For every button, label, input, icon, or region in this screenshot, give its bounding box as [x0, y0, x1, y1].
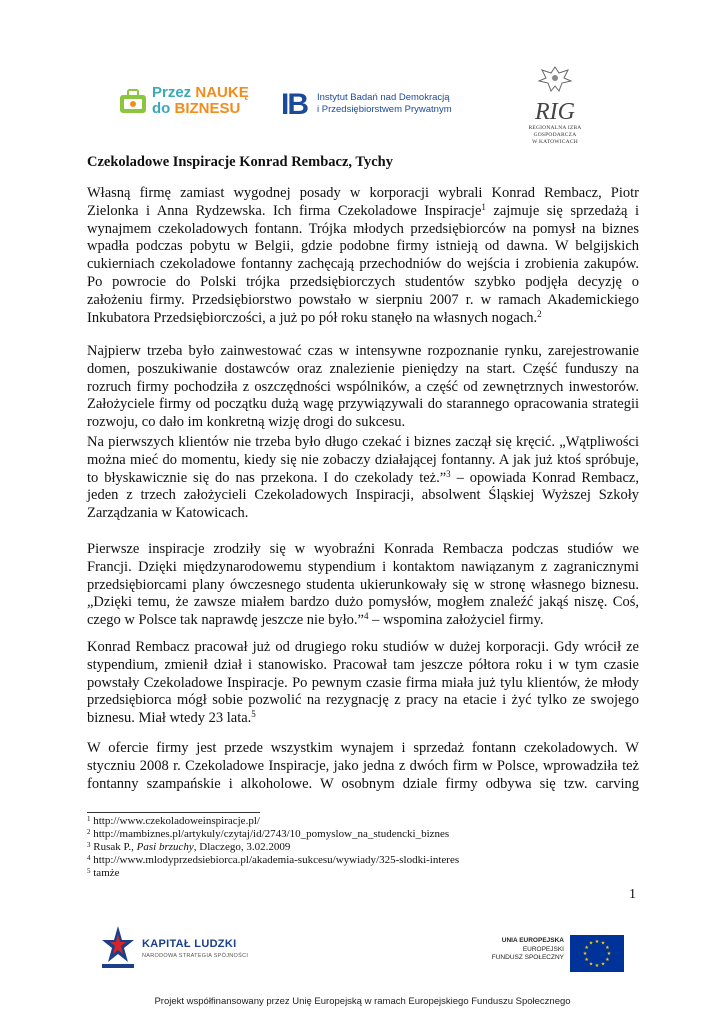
text-line: wpadła podczas pobytu w Belgii, gdzie podobne firmy istnieją od dawna. W belgijskich [87, 238, 639, 255]
svg-text:★: ★ [600, 940, 606, 947]
text-line: Najpierw trzeba było zainwestować czas w intensywne rozpoznanie rynku, zarejestrowanie [87, 343, 639, 359]
text-line: Na pierwszych klientów nie trzeba było długo czekać i biznes zaczął się kręcić. „Wątpliwości [87, 434, 639, 450]
footnote-separator [87, 812, 260, 813]
text-line: biznesu. Miał wtedy 23 lata.$^5$ [87, 709, 256, 727]
text-line: przedsiębiorca mógł sobie pozwolić na rezygnację z pracy na etacie i żyć tylko ze swojego [87, 692, 639, 709]
svg-text:★: ★ [588, 940, 594, 947]
logo-caption: REGIONALNA IZBA GOSPODARCZA [528, 125, 582, 138]
text-line: Konrad Rembacz pracował już od drugiego roku studiów w dużej korporacji. Gdy wrócił ze [87, 639, 639, 655]
text-line: to błyskawicznie się do nas przekona. I do czekolady też.”$^3$ – opowiada Konrad Rembacz, [87, 468, 639, 486]
briefcase-icon [118, 87, 148, 117]
eu-flag-icon [570, 935, 624, 972]
text-line: rozruch firmy pochodziła z oszczędności wspólników, a część od zewnętrznych inwestorów. [87, 378, 639, 395]
footnote: $^1$ http://www.czekoladoweinspiracje.pl/ [87, 815, 260, 827]
text-line: wynajmem czekoladowych fontann. Trójka młodych przedsiębiorców na pomysł na biznes [87, 220, 639, 237]
text-line: cukierniach czekoladowe fontanny zachęcają przechodniów do wejścia i zrobienia zakupów. [87, 256, 639, 273]
text-line: Inkubatora Przedsiębiorczości, a już po pół roku stanęło na własnych nogach.$^2$ [87, 308, 542, 326]
text-line: W ofercie firmy jest przede wszystkim wynajem i sprzedaż fontann czekoladowych. W [87, 740, 639, 756]
paragraph [87, 740, 639, 793]
text-line: można mieć do momentu, kiedy się nie zobaczy działającej fontanny. A jak już ktoś spróbuje, [87, 451, 639, 468]
text-line: Francji. Dzięki międzynarodowemu stypendium i kontaktom nawiązanym z zagranicznymi [87, 558, 639, 575]
footnote-ref: 4 [364, 611, 369, 622]
footnote-ref: 5 [251, 709, 256, 720]
text-line: przedsiębiorcami plany ówczesnego studenta ukierunkowały się w stronę własnego biznesu. [87, 576, 639, 593]
svg-text:★: ★ [605, 945, 610, 951]
svg-text:★: ★ [588, 961, 594, 968]
svg-text:★: ★ [582, 951, 588, 957]
text-line: założeniu firmy. Przedsiębiorstwo powstało w sierpniu 2007 r. w ramach Akademickiego [87, 291, 639, 308]
footnote-ref: 3 [446, 468, 451, 479]
rig-katowice-logo [512, 64, 598, 150]
logo-text: BIZNESU [174, 100, 241, 117]
ib-mark: IB [281, 88, 307, 121]
paragraph [87, 541, 639, 630]
paragraph [87, 343, 639, 432]
logo-text: do [152, 100, 175, 117]
text-line: Zielonka i Anna Rydzewska. Ich firma Czekoladowe Inspiracje$^1$ zajmuje się sprzedażą i [87, 201, 639, 219]
logo-text: EUROPEJSKI [522, 945, 564, 953]
document-title: Czekoladowe Inspiracje Konrad Rembacz, Tychy [87, 154, 393, 170]
footnote-ref: 1 [481, 201, 486, 212]
funding-note: Projekt współfinansowany przez Unię Europejską w ramach Europejskiego Funduszu Społecznego [154, 996, 571, 1007]
kapital-ludzki-logo [100, 924, 260, 974]
logo-text: NAUKĘ [195, 84, 249, 101]
text-line: „Dzięki temu, że zawsze miałem bardzo dużo pomysłów, mogłem znaleźć jakąś niszę. Coś, [87, 594, 639, 611]
paragraph [87, 434, 639, 523]
text-line: Założyciele firmy od początku dużą wagę przywiązywali do starannego opracowania strategii [87, 396, 639, 413]
footnote: $^5$ tamże [87, 867, 120, 879]
logo-text: KAPITAŁ LUDZKI [142, 938, 237, 950]
paragraph [87, 185, 639, 327]
text-line: domen, poszukiwanie dostawców oraz znalezienie pieniędzy na start. Część funduszy na [87, 360, 639, 377]
text-line: powstały Czekoladowe Inspiracje. Po pewnym czasie firma miała już tylu klientów, że młody [87, 674, 639, 691]
text-line: Po powrocie do Polski trójka przedsiębiorczych studentów szybko podjęła decyzję o [87, 273, 639, 290]
svg-text:★: ★ [605, 957, 610, 963]
logo-text: Instytut Badań nad Demokracją [317, 92, 450, 103]
svg-text:★: ★ [584, 957, 589, 963]
paragraph [87, 639, 639, 728]
text-line: Pierwsze inspiracje zrodziły się w wyobraźni Konrada Rembacza podczas studiów we [87, 541, 639, 557]
text-line: fontanny szampańskie i alkoholowe. W osobnym dziale firmy odbywa się tzw. carving [87, 775, 639, 792]
logo-caption: W KATOWICACH [532, 139, 578, 145]
eu-esf-logo [486, 935, 626, 975]
star-logo-icon [100, 924, 136, 970]
svg-text:★: ★ [594, 939, 600, 945]
logo-caption: NARODOWA STRATEGIA SPÓJNOŚCI [142, 953, 249, 959]
page-number: 1 [629, 887, 636, 902]
ibndipp-logo [281, 88, 481, 122]
footnote-ref: 2 [537, 308, 542, 319]
text-line: styczniu 2008 r. Czekoladowe Inspiracje, jako jedna z dwóch firm w Polsce, wprowadziła też [87, 757, 639, 774]
svg-text:★: ★ [584, 945, 589, 951]
svg-text:★: ★ [600, 961, 606, 968]
logo-text: FUNDUSZ SPOŁECZNY [491, 954, 564, 961]
svg-text:★: ★ [606, 951, 612, 957]
text-line: jeden z trzech założycieli Czekoladowych Inspiracji, absolwent Śląskiej Wyższej Szkoły [87, 487, 639, 504]
text-line: rozwoju, co dało im konkretną wizję drogi do sukcesu. [87, 414, 406, 431]
text-line: Własną firmę zamiast wygodnej posady w korporacji wybrali Konrad Rembacz, Piotr [87, 185, 639, 201]
logo-text: Przez [152, 84, 196, 101]
eagle-crest-icon [535, 64, 575, 94]
text-line: czego w Polsce tak naprawdę jeszcze nie było.”$^4$ – wspomina założyciel firmy. [87, 611, 544, 629]
svg-text:★: ★ [594, 963, 600, 969]
footnote: $^4$ http://www.mlodyprzedsiebiorca.pl/akademia-sukcesu/wywiady/325-slodki-interes [87, 854, 460, 866]
footnote: $^3$ Rusak P., Pasi brzuchy, Dlaczego, 3.02.2009 [87, 841, 291, 853]
footnote: $^2$ http://mambiznes.pl/artykuly/czytaj/id/2743/10_pomyslow_na_studencki_biznes [87, 828, 450, 840]
rig-monogram: RIG [535, 99, 575, 125]
logo-text: UNIA EUROPEJSKA [501, 937, 564, 944]
przez-nauke-do-biznesu-logo [118, 85, 250, 121]
logo-text: i Przedsiębiorstwem Prywatnym [317, 104, 452, 115]
text-line: Zarządzania w Katowicach. [87, 505, 249, 522]
text-line: stypendium, zmienił dział i stanowisko. Pracował tam jeszcze półtora roku i w tym czasie [87, 656, 639, 673]
